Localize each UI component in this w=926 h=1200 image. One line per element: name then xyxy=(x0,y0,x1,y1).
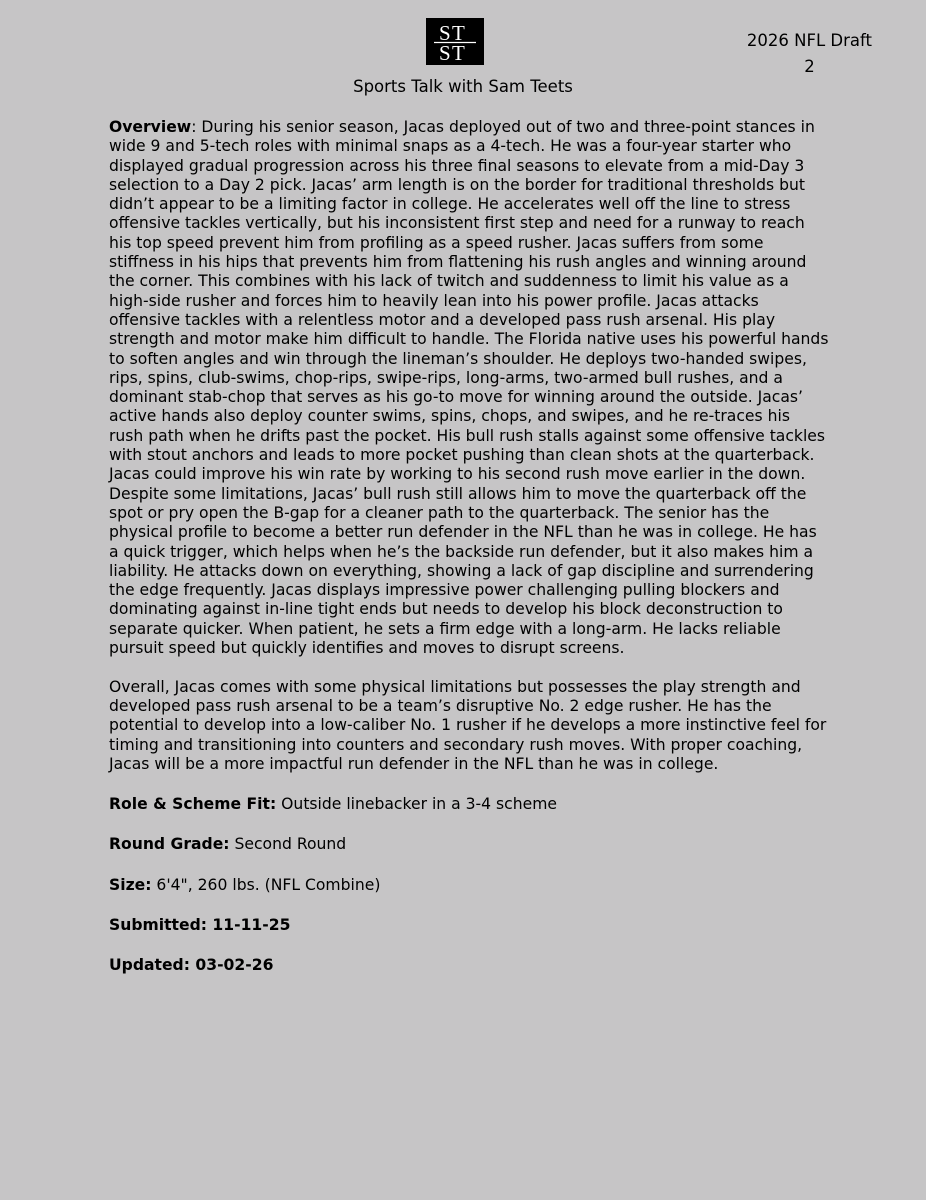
updated-value: 03-02-26 xyxy=(189,956,274,975)
submitted-line xyxy=(109,916,829,935)
sports-talk-logo xyxy=(426,18,484,65)
overview-label: Overview xyxy=(109,118,192,136)
role-fit-line xyxy=(109,795,829,814)
submitted-value: 11-11-25 xyxy=(206,915,291,934)
updated-label: Updated: xyxy=(109,956,190,975)
size-line xyxy=(109,876,829,895)
overall-paragraph: Overall, Jacas comes with some physical limitations but possesses the play strength and developed pass rush arsenal to be a team’s disruptive No. 2 edge rusher. He has the potential to develop into a low-caliber No. 1 rusher if he develops a more instinctive feel for timing and transitioning into counters and secondary rush moves. With proper coaching, Jacas will be a more impactful run defender in the NFL than he was in college. xyxy=(109,677,827,773)
page-number: 2 xyxy=(804,57,815,76)
svg-text:S: S xyxy=(439,41,451,65)
role-fit-value: Outside linebacker in a 3-4 scheme xyxy=(276,795,558,814)
submitted-label: Submitted: xyxy=(109,915,207,934)
svg-text:T: T xyxy=(452,21,465,45)
document-title: 2026 NFL Draft xyxy=(746,31,872,50)
scouting-report-body xyxy=(109,118,829,976)
page-header-info xyxy=(747,28,872,80)
overview-text: : During his senior season, Jacas deployed out of two and three-point stances in wide 9 and 5-tech roles with minimal snaps as a 4-tech. He was a four-year starter who displayed gradual progression across his three final seasons to elevate from a mid-Day 3 selection to a Day 2 pick. Jacas’ arm length is on the border for traditional thresholds but didn’t appear to be a limiting factor in college. He accelerates well off the line to stress offensive tackles vertically, but his inconsistent first step and need for a runway to reach his top speed prevent him from profiling as a speed rusher. Jacas suffers from some stiffness in his hips that prevents him from flattening his rush angles and winning around the corner. This combines with his lack of twitch and suddenness to limit his value as a high-side rusher and forces him to heavily lean into his power profile. Jacas attacks offensive tackles with a relentless motor and a developed pass rush arsenal. His play strength and motor make him difficult to handle. The Florida native uses his powerful hands to soften angles and win through the lineman’s shoulder. He deploys two-handed swipes, rips, spins, club-swims, chop-rips, swipe-rips, long-arms, two-armed bull rushes, and a dominant stab-chop that serves as his go-to move for winning around the outside. Jacas’ active hands also deploy counter swims, spins, chops, and swipes, and he re-traces his rush path when he drifts past the pocket. His bull rush stalls against some offensive tackles with stout anchors and leads to more pocket pushing than clean shots at the quarterback. Jacas could improve his win rate by working to his second rush move earlier in the down. Despite some limitations, Jacas’ bull rush still allows him to move the quarterback off the spot or pry open the B-gap for a cleaner path to the quarterback. The senior has the physical profile to become a better run defender in the NFL than he was in college. He has a quick trigger, which helps when he’s the backside run defender, but it also makes him a liability. He attacks down on everything, showing a lack of gap discipline and surrendering the edge frequently. Jacas displays impressive power challenging pulling blockers and dominating against in-line tight ends but needs to develop his block deconstruction to separate quicker. When patient, he sets a firm edge with a long-arm. He lacks reliable pursuit speed but quickly identifies and moves to disrupt screens. xyxy=(109,118,829,658)
round-grade-line xyxy=(109,835,829,854)
overview-paragraph xyxy=(109,118,829,658)
logo-mark xyxy=(426,18,484,65)
role-fit-label: Role & Scheme Fit: xyxy=(109,795,277,814)
round-grade-value: Second Round xyxy=(229,835,347,854)
size-value: 6'4", 260 lbs. (NFL Combine) xyxy=(151,875,381,894)
size-label: Size: xyxy=(109,875,152,894)
site-name: Sports Talk with Sam Teets xyxy=(353,77,573,96)
updated-line xyxy=(109,956,829,975)
svg-text:S: S xyxy=(439,21,451,45)
round-grade-label: Round Grade: xyxy=(109,835,230,854)
svg-text:T: T xyxy=(452,41,465,65)
